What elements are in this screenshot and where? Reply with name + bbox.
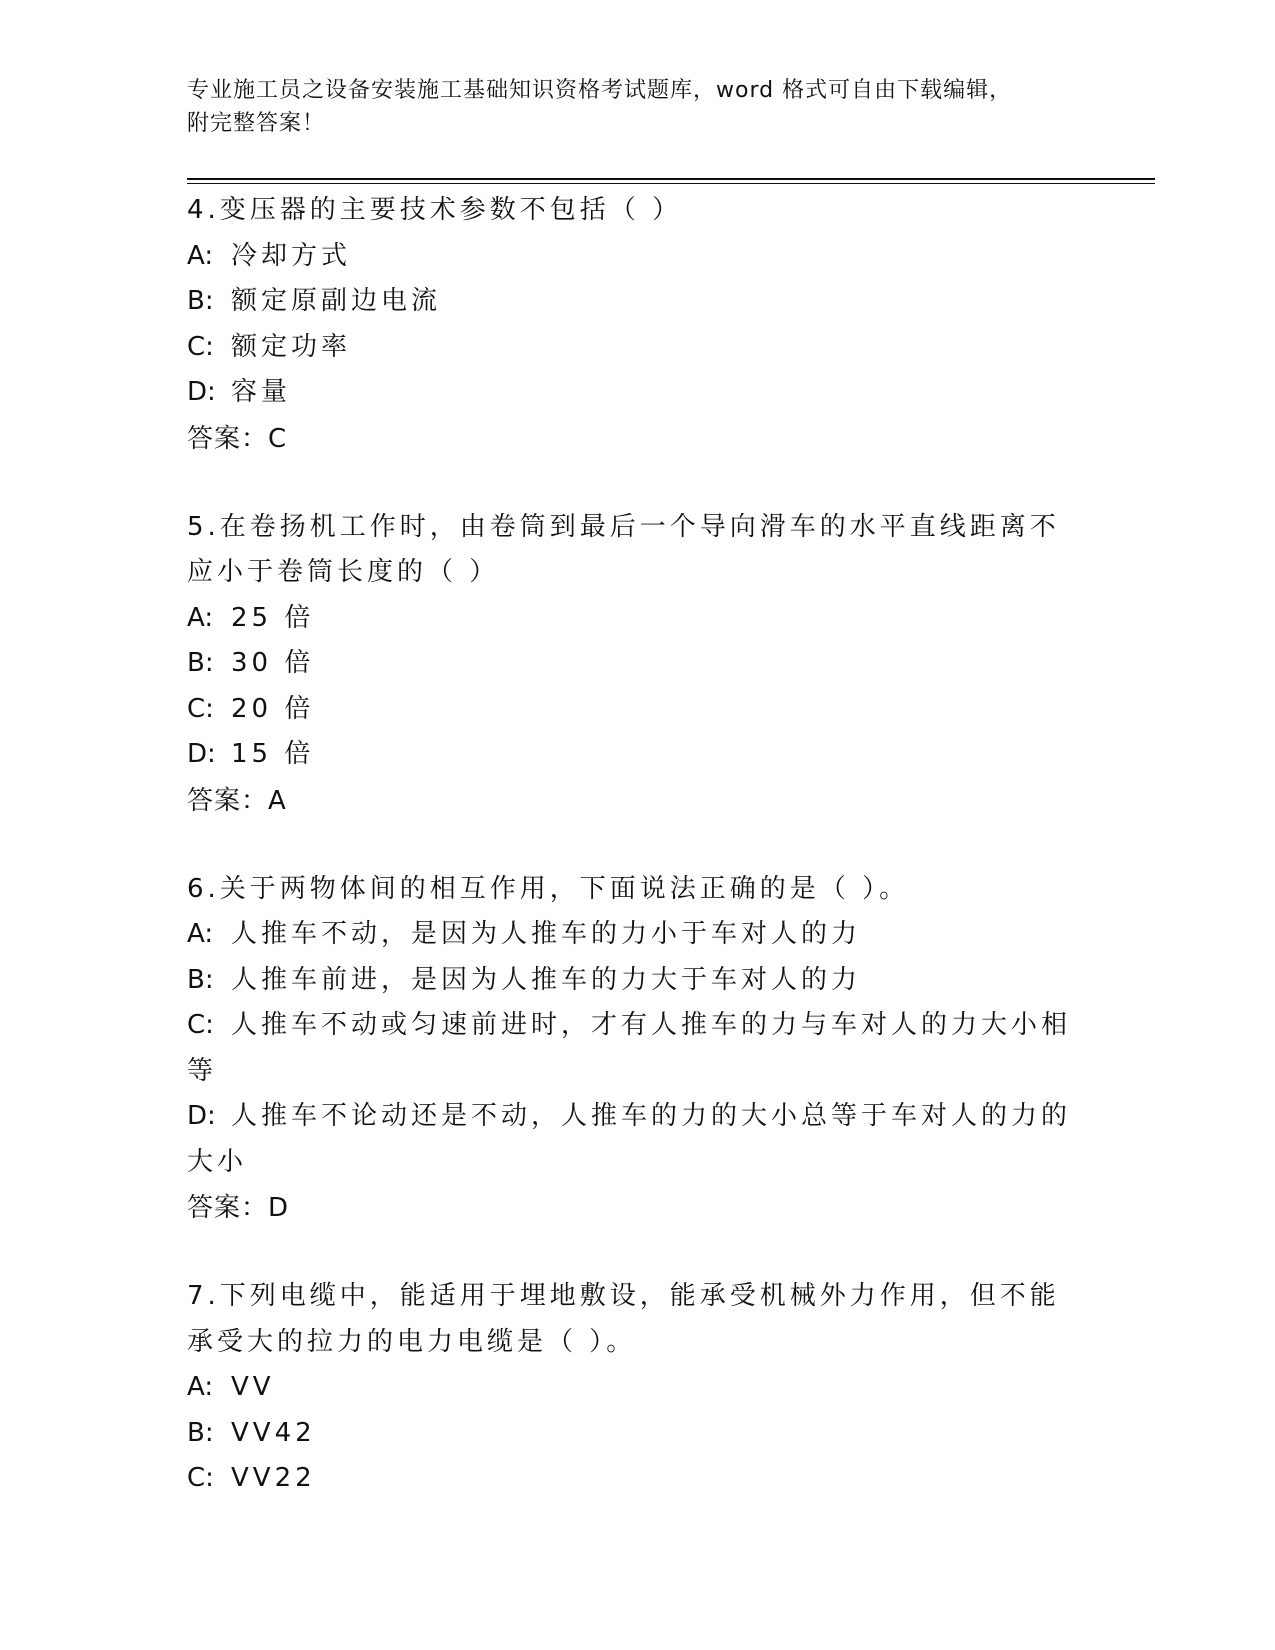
option-text: VV	[231, 1372, 275, 1402]
option-key: B:	[187, 964, 214, 995]
option-text: 25 倍	[231, 602, 315, 633]
option-text: 人推车前进，是因为人推车的力大于车对人的力	[231, 964, 862, 995]
option-key: A:	[187, 240, 214, 271]
answer-label: 答案：D	[187, 1193, 290, 1223]
option-b	[187, 958, 1087, 1004]
option-c	[187, 325, 1087, 371]
option-text: 30 倍	[231, 648, 315, 678]
document-header	[187, 74, 1067, 140]
option-text: 额定功率	[231, 331, 352, 362]
option-text: 15 倍	[231, 739, 315, 769]
question-4	[187, 188, 1087, 462]
option-a	[187, 912, 1087, 958]
option-a	[187, 234, 1087, 280]
header-divider-thick	[187, 178, 1155, 180]
question-7	[187, 1274, 1087, 1502]
option-b	[187, 279, 1087, 325]
option-key: B:	[187, 286, 214, 316]
option-key: B:	[187, 648, 214, 678]
option-text: 额定原副边电流	[231, 286, 442, 316]
option-text: VV22	[231, 1463, 316, 1493]
option-key: D:	[187, 377, 216, 407]
answer-label: 答案：A	[187, 785, 287, 816]
question-text: 5.在卷扬机工作时，由卷筒到最后一个导向滑车的水平直线距离不应小于卷筒长度的（ ）	[187, 511, 1060, 587]
option-key: D:	[187, 739, 216, 769]
option-c	[187, 687, 1087, 733]
option-d	[187, 732, 1087, 778]
option-text: 容量	[231, 377, 292, 407]
option-text: 人推车不动或匀速前进时，才有人推车的力与车对人的力大小相等	[187, 1010, 1072, 1086]
option-key: C:	[187, 331, 214, 362]
option-key: A:	[187, 1372, 214, 1402]
option-key: C:	[187, 1010, 214, 1040]
header-line-2: 附完整答案！	[187, 111, 326, 136]
question-5	[187, 505, 1087, 824]
option-key: C:	[187, 693, 214, 724]
option-a	[187, 596, 1087, 642]
option-d	[187, 1094, 1087, 1185]
question-text: 4.变压器的主要技术参数不包括（ ）	[187, 195, 683, 225]
option-key: D:	[187, 1101, 216, 1131]
option-text: 冷却方式	[231, 240, 352, 271]
option-text: VV42	[231, 1417, 316, 1448]
option-a	[187, 1365, 1087, 1411]
option-key: A:	[187, 602, 214, 633]
option-d	[187, 370, 1087, 416]
option-key: B:	[187, 1417, 214, 1448]
question-text: 7.下列电缆中，能适用于埋地敷设，能承受机械外力作用，但不能承受大的拉力的电力电缆是（ ）。	[187, 1281, 1060, 1357]
option-key: C:	[187, 1463, 214, 1493]
option-text: 人推车不动，是因为人推车的力小于车对人的力	[231, 919, 862, 949]
option-text: 人推车不论动还是不动，人推车的力的大小总等于车对人的力的大小	[187, 1101, 1072, 1177]
option-b	[187, 641, 1087, 687]
header-divider-thin	[187, 183, 1155, 184]
question-text: 6.关于两物体间的相互作用，下面说法正确的是（ ）。	[187, 873, 910, 904]
option-c	[187, 1456, 1087, 1502]
answer-label: 答案：C	[187, 423, 288, 454]
question-6	[187, 867, 1087, 1232]
question-list	[187, 188, 1087, 1545]
option-b	[187, 1411, 1087, 1457]
header-line-1: 专业施工员之设备安装施工基础知识资格考试题库，word 格式可自由下载编辑，	[187, 78, 1013, 103]
option-key: A:	[187, 919, 214, 949]
option-c	[187, 1003, 1087, 1094]
option-text: 20 倍	[231, 693, 315, 724]
